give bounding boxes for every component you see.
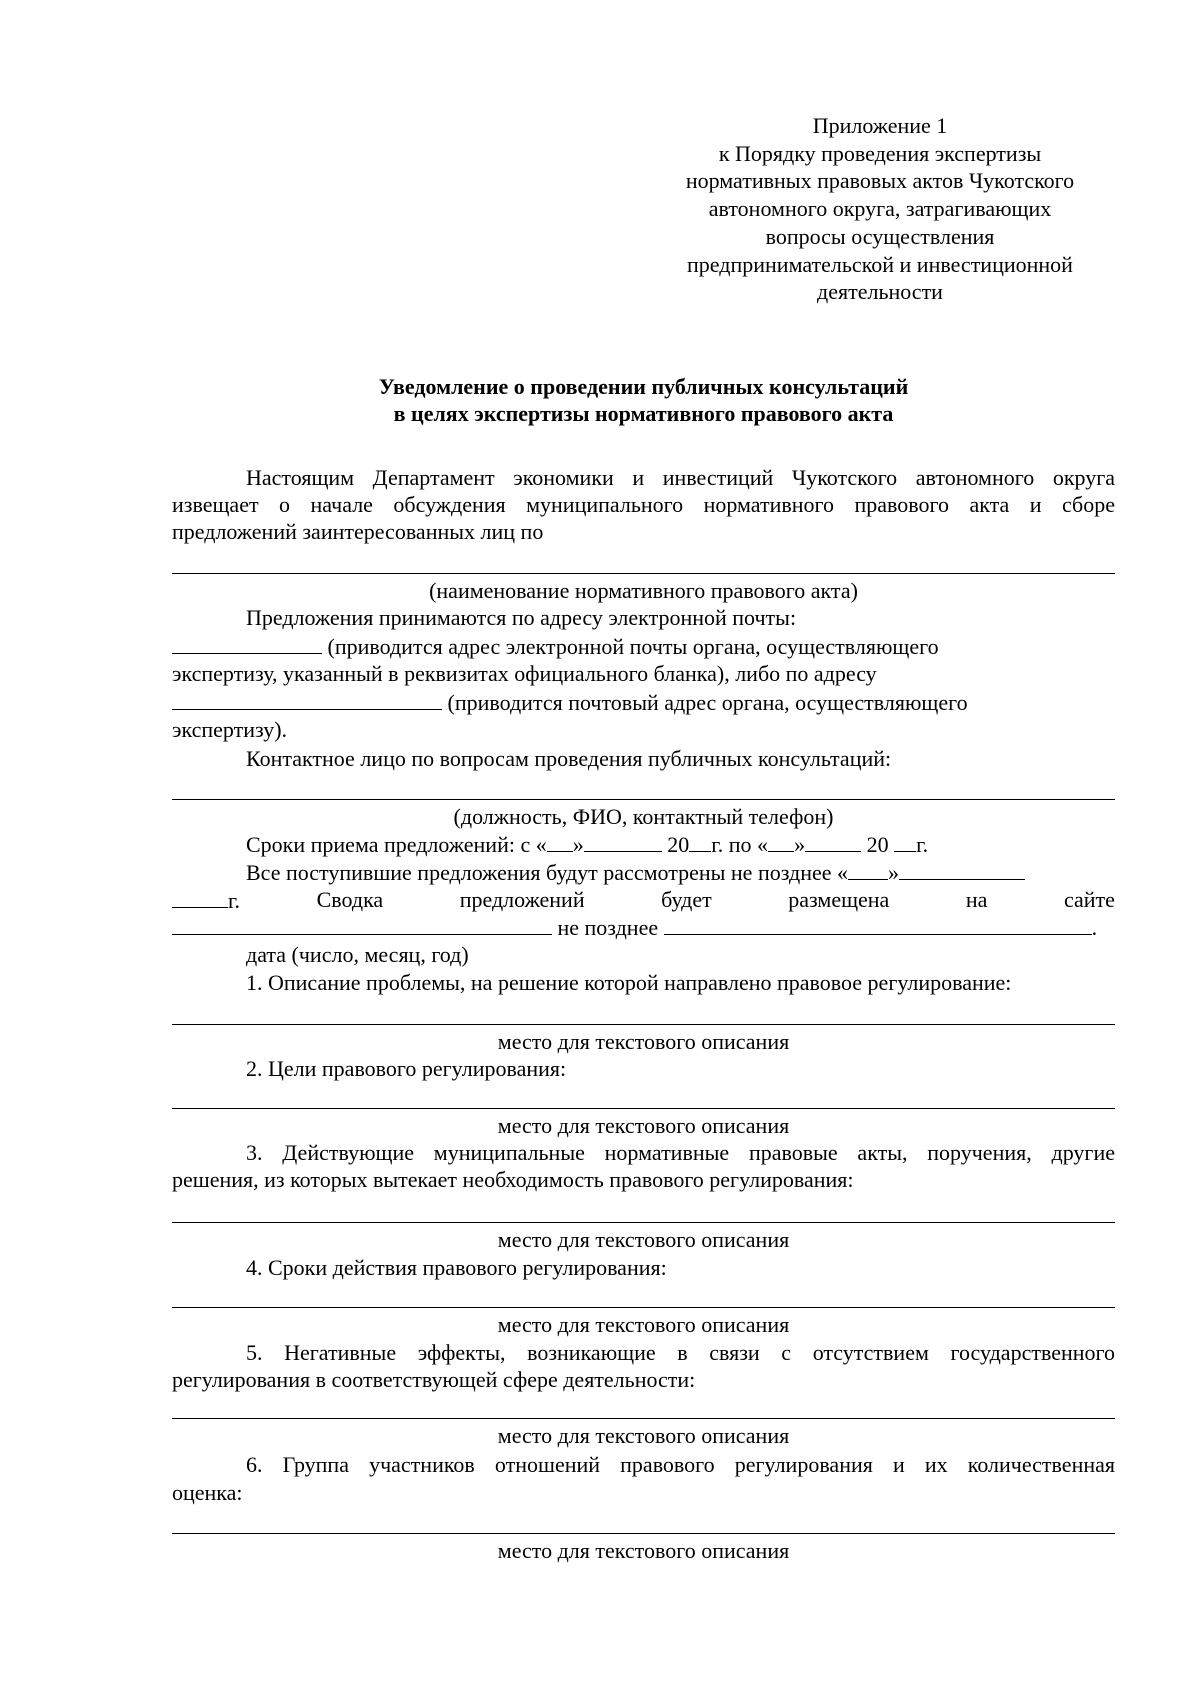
email-line: (приводится адрес электронной почты органа, осуществляющего — [172, 633, 939, 659]
terms-line: Сроки приема предложений: с « » 20 г. по « » 20 г. — [246, 832, 929, 857]
start-year-field[interactable] — [689, 831, 711, 852]
contact-intro: Контактное лицо по вопросам проведения публичных консультаций: — [246, 746, 892, 771]
section-3-heading-1: 3. Действующие муниципальные нормативные правовые акты, поручения, другие — [246, 1140, 1115, 1165]
start-month-field[interactable] — [584, 831, 662, 852]
review-month-field[interactable] — [899, 859, 1025, 880]
appendix-line: автономного округа, затрагивающих — [708, 196, 1052, 222]
title-line-1: Уведомление о проведении публичных консультаций — [378, 374, 909, 399]
post-hint-cont: экспертизу). — [172, 717, 288, 742]
section-5-heading-2: регулирования в соответствующей сфере деятельности: — [172, 1367, 696, 1392]
section-5-heading-1: 5. Негативные эффекты, возникающие в связи с отсутствием государственного — [246, 1340, 1115, 1365]
section-5-placeholder: место для текстового описания — [497, 1423, 790, 1448]
section-3-field[interactable] — [172, 1222, 1115, 1223]
intro-line-2: извещает о начале обсуждения муниципального нормативного правового акта и сборе — [172, 492, 1115, 517]
review-line: Все поступившие предложения будут рассмотрены не позднее « » — [246, 859, 1025, 885]
section-6-heading-1: 6. Группа участников отношений правового регулирования и их количественная — [246, 1452, 1115, 1477]
section-2-placeholder: место для текстового описания — [497, 1113, 790, 1138]
section-1-heading: 1. Описание проблемы, на решение которой направлено правовое регулирование: — [246, 970, 1012, 995]
review-year-field[interactable] — [172, 887, 228, 908]
email-hint-cont: экспертизу, указанный в реквизитах официального бланка), либо по адресу — [172, 661, 877, 686]
section-4-field[interactable] — [172, 1307, 1115, 1308]
appendix-line: вопросы осуществления — [765, 223, 995, 249]
contact-caption: (должность, ФИО, контактный телефон) — [453, 804, 834, 829]
end-month-field[interactable] — [805, 831, 861, 852]
section-5-field[interactable] — [172, 1418, 1115, 1419]
title-line-2: в целях экспертизы нормативного правового акта — [393, 401, 894, 426]
contact-field[interactable] — [172, 799, 1115, 800]
appendix-line: нормативных правовых актов Чукотского — [685, 168, 1075, 194]
end-day-field[interactable] — [768, 831, 794, 852]
section-1-placeholder: место для текстового описания — [497, 1029, 790, 1054]
section-6-heading-2: оценка: — [172, 1480, 243, 1505]
review-day-field[interactable] — [848, 859, 888, 880]
section-3-heading-2: решения, из которых вытекает необходимость правового регулирования: — [172, 1167, 854, 1192]
post-address-blank-field[interactable] — [172, 689, 442, 710]
section-2-heading: 2. Цели правового регулирования: — [246, 1056, 567, 1081]
act-name-caption: (наименование нормативного правового акта) — [429, 578, 858, 603]
intro-line-3: предложений заинтересованных лиц по — [172, 519, 544, 544]
appendix-line: к Порядку проведения экспертизы — [718, 140, 1042, 166]
site-date-line: не позднее . — [172, 914, 1115, 940]
date-field[interactable] — [664, 914, 1092, 935]
act-name-field[interactable] — [172, 573, 1115, 574]
summary-line: г. Сводка предложений будет размещена на сайте — [172, 887, 1115, 914]
appendix-line: Приложение 1 — [812, 113, 948, 138]
email-intro: Предложения принимаются по адресу электронной почты: — [246, 605, 797, 630]
section-6-field[interactable] — [172, 1533, 1115, 1534]
section-4-heading: 4. Сроки действия правового регулирования: — [246, 1255, 667, 1280]
appendix-line: деятельности — [817, 279, 943, 305]
appendix-line: предпринимательской и инвестиционной — [687, 251, 1073, 277]
section-1-field[interactable] — [172, 1024, 1115, 1025]
section-6-placeholder: место для текстового описания — [497, 1538, 790, 1563]
intro-line-1: Настоящим Департамент экономики и инвестиций Чукотского автономного округа — [246, 465, 1115, 490]
date-caption: дата (число, месяц, год) — [246, 942, 469, 967]
section-3-placeholder: место для текстового описания — [497, 1227, 790, 1252]
section-2-field[interactable] — [172, 1108, 1115, 1109]
section-4-placeholder: место для текстового описания — [497, 1312, 790, 1337]
post-line: (приводится почтовый адрес органа, осуществляющего — [172, 689, 968, 715]
site-field[interactable] — [172, 914, 552, 935]
start-day-field[interactable] — [547, 831, 573, 852]
end-year-field[interactable] — [894, 831, 916, 852]
email-blank-field[interactable] — [172, 633, 322, 654]
